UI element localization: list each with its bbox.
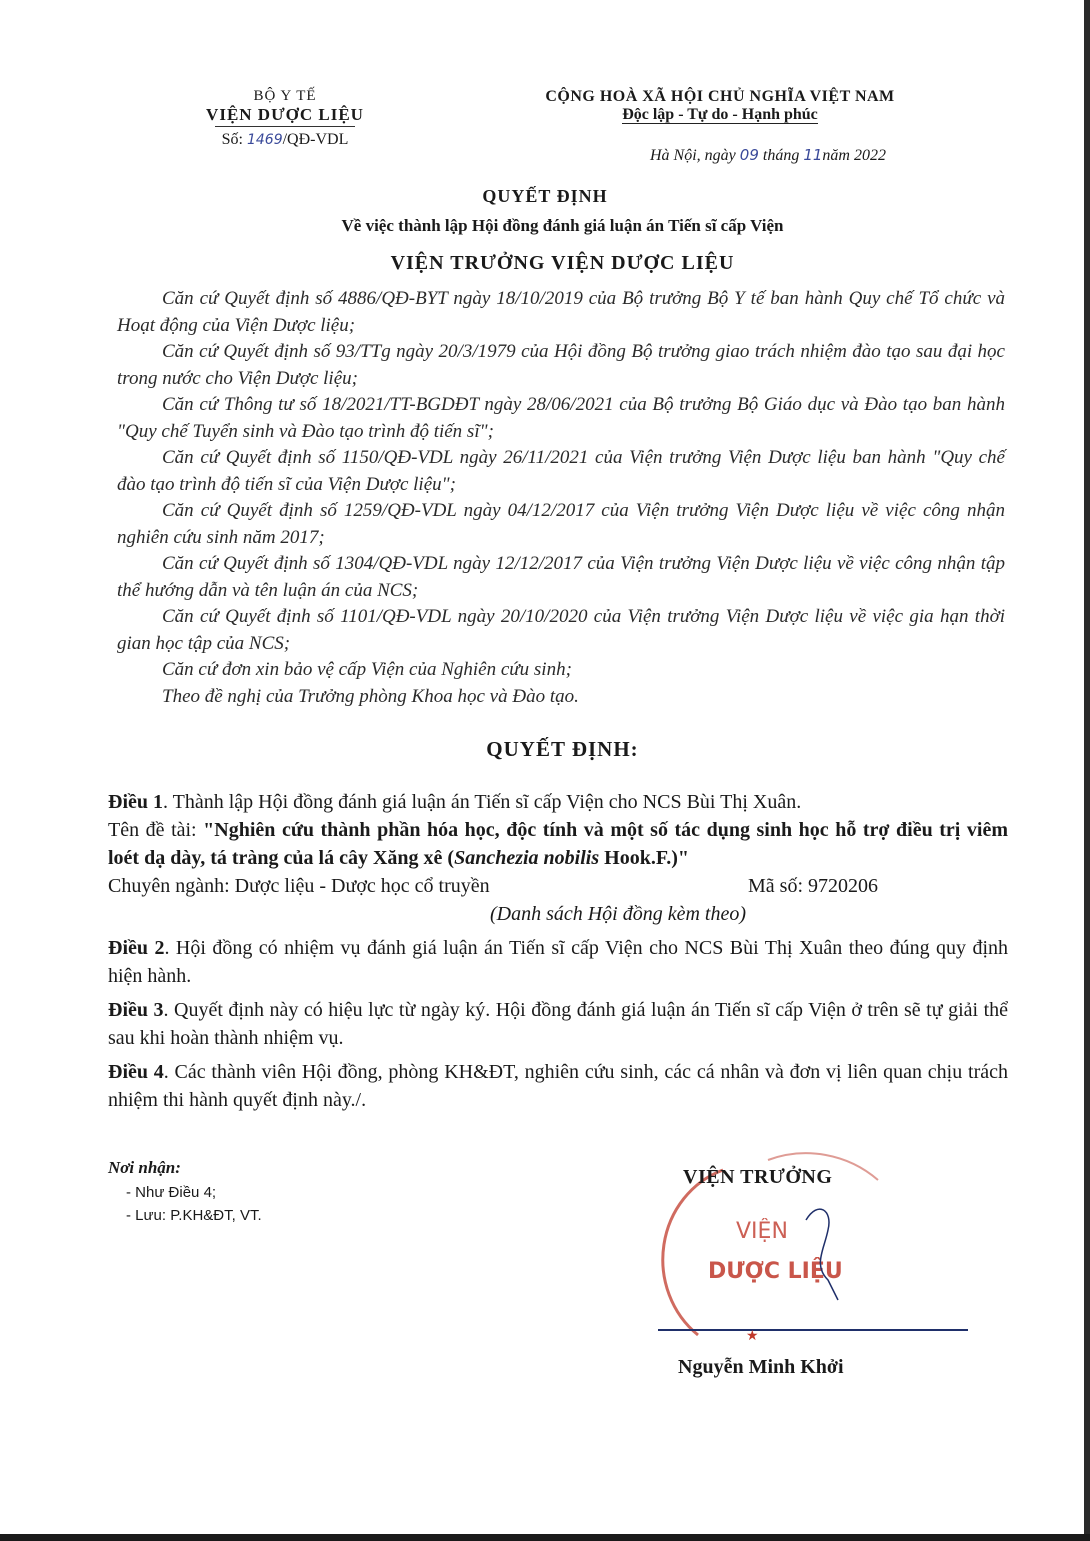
date-month: 11 bbox=[803, 146, 823, 164]
basis-item: Căn cứ Thông tư số 18/2021/TT-BGDĐT ngày 28/06/2021 của Bộ trưởng Bộ Giáo dục và Đào tạo ban hành "Quy chế Tuyển sinh và Đào tạo trình độ tiến sĩ"; bbox=[117, 394, 1005, 442]
article-4: Điều 4. Các thành viên Hội đồng, phòng KH&ĐT, nghiên cứu sinh, các cá nhân và đơn vị liên quan chịu trách nhiệm thi hành quyết định này./. bbox=[108, 1061, 1008, 1111]
header-left-underline bbox=[215, 126, 355, 127]
ministry-name: BỘ Y TẾ bbox=[253, 88, 317, 104]
article-1: Điều 1. Thành lập Hội đồng đánh giá luận án Tiến sĩ cấp Viện cho NCS Bùi Thị Xuân. bbox=[108, 791, 802, 813]
number-prefix: Số: bbox=[221, 131, 247, 148]
article-1-topic: Tên đề tài: "Nghiên cứu thành phần hóa học, độc tính và một số tác dụng sinh học hỗ trợ điều trị viêm loét dạ dày, tá tràng của lá cây Xăng xê (Sanchezia nobilis Hook.F.)" bbox=[108, 819, 1008, 869]
number-handwritten: 1469 bbox=[246, 132, 283, 148]
basis-item: Căn cứ Quyết định số 1150/QĐ-VDL ngày 26/11/2021 của Viện trưởng Viện Dược liệu ban hành "Quy chế đào tạo trình độ tiến sĩ của Viện Dược liệu"; bbox=[117, 447, 1005, 495]
basis-item: Căn cứ Quyết định số 1304/QĐ-VDL ngày 12/12/2017 của Viện trưởng Viện Dược liệu về việc công nhận tập thể hướng dẫn và tên luận án của NCS; bbox=[117, 553, 1005, 601]
signature-scribble bbox=[806, 1209, 838, 1300]
national-motto: Độc lập - Tự do - Hạnh phúc bbox=[622, 106, 818, 123]
recipients bbox=[108, 1158, 262, 1224]
basis-item: Căn cứ Quyết định số 1259/QĐ-VDL ngày 04/12/2017 của Viện trưởng Viện Dược liệu về việc công nhận nghiên cứu sinh năm 2017; bbox=[117, 500, 1005, 548]
basis-item: Căn cứ đơn xin bảo vệ cấp Viện của Nghiên cứu sinh; bbox=[162, 659, 572, 680]
document-number bbox=[165, 131, 405, 149]
major-code: Mã số: 9720206 bbox=[748, 875, 878, 897]
scan-edge-bottom bbox=[0, 1534, 1090, 1541]
place-date: Hà Nội, ngày 09 tháng 11năm 2022 bbox=[650, 146, 886, 164]
recipient-item: - Như Điều 4; bbox=[126, 1184, 217, 1201]
recipient-item: - Lưu: P.KH&ĐT, VT. bbox=[126, 1207, 262, 1224]
stamp-star-icon: ★ bbox=[746, 1328, 759, 1344]
document-subject: Về việc thành lập Hội đồng đánh giá luận án Tiến sĩ cấp Viện bbox=[341, 216, 784, 235]
signer-name: Nguyễn Minh Khởi bbox=[678, 1356, 844, 1378]
basis-item: Căn cứ Quyết định số 4886/QĐ-BYT ngày 18/10/2019 của Bộ trưởng Bộ Y tế ban hành Quy chế Tổ chức và Hoạt động của Viện Dược liệu; bbox=[117, 288, 1005, 336]
article-3: Điều 3. Quyết định này có hiệu lực từ ngày ký. Hội đồng đánh giá luận án Tiến sĩ cấp Viện ở trên sẽ tự giải thể sau khi hoàn thành nhiệm vụ. bbox=[108, 999, 1009, 1049]
article-1-major: Chuyên ngành: Dược liệu - Dược học cổ truyền Mã số: 9720206 bbox=[108, 872, 1008, 900]
date-day: 09 bbox=[739, 146, 759, 164]
legal-basis bbox=[117, 286, 1005, 710]
attached-list-note: (Danh sách Hội đồng kèm theo) bbox=[489, 903, 747, 925]
decision-heading: QUYẾT ĐỊNH: bbox=[486, 737, 639, 761]
stamp-text-top: VIỆN bbox=[736, 1219, 788, 1244]
issuing-authority: VIỆN TRƯỞNG VIỆN DƯỢC LIỆU bbox=[390, 252, 735, 274]
stamp-text-bottom: DƯỢC LIỆU bbox=[708, 1259, 843, 1284]
signer-title: VIỆN TRƯỞNG bbox=[683, 1166, 833, 1188]
header-left bbox=[165, 88, 405, 149]
document-type: QUYẾT ĐỊNH bbox=[482, 186, 608, 206]
institute-name: VIỆN DƯỢC LIỆU bbox=[206, 105, 364, 124]
country-name: CỘNG HOÀ XÃ HỘI CHỦ NGHĨA VIỆT NAM bbox=[545, 88, 895, 105]
header-right bbox=[470, 88, 970, 124]
number-suffix: /QĐ-VDL bbox=[282, 131, 349, 148]
articles bbox=[108, 788, 1008, 1114]
basis-item: Theo đề nghị của Trưởng phòng Khoa học và Đào tạo. bbox=[162, 685, 579, 707]
basis-item: Căn cứ Quyết định số 93/TTg ngày 20/3/1979 của Hội đồng Bộ trưởng giao trách nhiệm đào tạo sau đại học trong nước cho Viện Dược liệu; bbox=[117, 341, 1005, 389]
article-2: Điều 2. Hội đồng có nhiệm vụ đánh giá luận án Tiến sĩ cấp Viện cho NCS Bùi Thị Xuân theo đúng quy định hiện hành. bbox=[108, 937, 1009, 987]
recipients-heading: Nơi nhận: bbox=[108, 1158, 181, 1177]
basis-item: Căn cứ Quyết định số 1101/QĐ-VDL ngày 20/10/2020 của Viện trưởng Viện Dược liệu về việc gia hạn thời gian học tập của NCS; bbox=[117, 606, 1005, 654]
